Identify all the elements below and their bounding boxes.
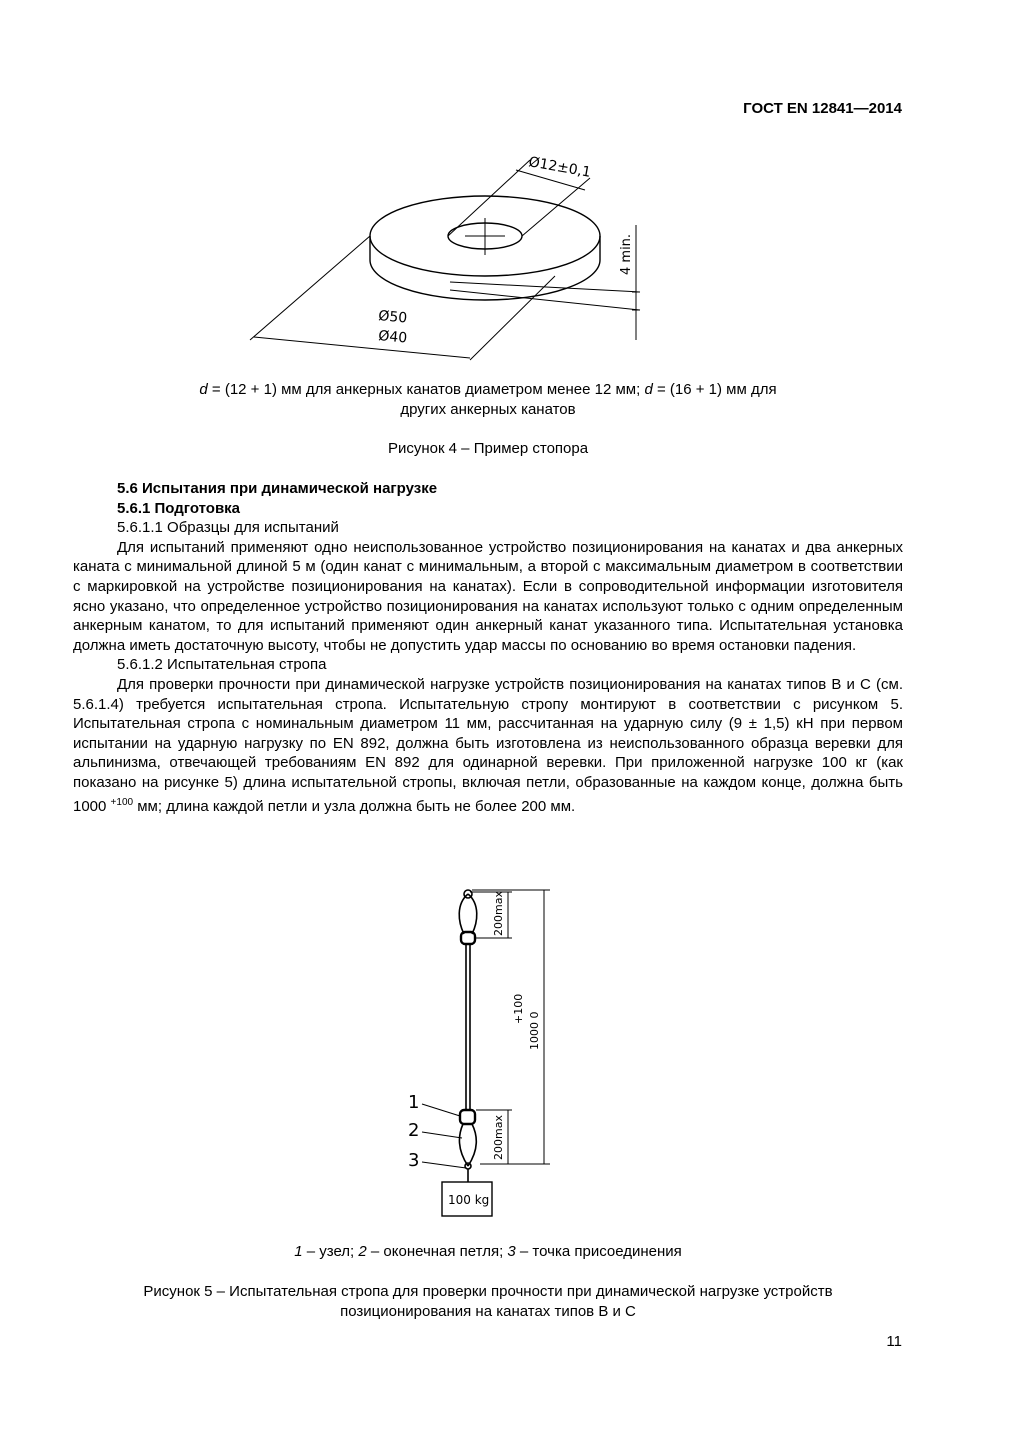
bottom-loop [459,1124,476,1166]
dim-hole-diameter: Ø12±0,1 [527,154,592,181]
dim-inner-diameter: Ø40 [377,328,408,347]
heading-5-6-1-2: 5.6.1.2 Испытательная стропа [117,656,327,674]
dim-bottom-loop: 200max [492,1115,505,1160]
callout-2: 2 [408,1120,420,1141]
figure-5-caption-line-1: Рисунок 5 – Испытательная стропа для проверки прочности при динамической нагрузке устройств [143,1283,833,1300]
dim-total-length: 1000 0 [528,1011,541,1050]
dim-height: 4 min. [619,233,634,275]
weight-label: 100 kg [448,1193,490,1207]
dim-top-loop: 200max [492,891,505,936]
heading-5-6: 5.6 Испытания при динамической нагрузке [117,480,438,497]
figure-4-caption: Рисунок 4 – Пример стопора [387,440,589,457]
figure-4-note-line-1: d = (12 + 1) мм для анкерных канатов диаметром менее 12 мм; d = (16 + 1) мм для [199,381,777,398]
figure-4-note [73,380,903,420]
figure-5-caption-line-2: позиционирования на канатах типов В и С [340,1303,636,1320]
paragraph-samples: Для испытаний применяют одно неиспользованное устройство позиционирования на канатах и два анкерных каната с минимальной длиной 5 м (один канат с минимальным, а второй с максимальным диаметром в соответствии с маркировкой на устройстве позиционирования на канатах). Если в сопроводительной информации изготовителя ясно указано, что определенное устройство позиционирования на канатах используют только с одним определенным анкерным канатом, то для испытаний применяют один анкерный канат указанного типа. Испытательная установка должна иметь достаточную высоту, чтобы не допустить удар массы по основанию во время остановки падения. [73,538,903,654]
dim-total-tolerance: +100 [512,993,525,1024]
heading-5-6-1-1: 5.6.1.1 Образцы для испытаний [117,519,339,537]
heading-5-6-1: 5.6.1 Подготовка [117,499,241,517]
dim-outer-diameter: Ø50 [377,308,408,327]
paragraph-test-sling: Для проверки прочности при динамической нагрузке устройств позиционирования на канатах типов В и С (см. 5.6.1.4) требуется испытательная стропа. Испытательную стропу монтируют в соответствии с рисунком 5. Испытательная стропа с номинальным диаметром 11 мм, рассчитанная на ударную силу (9 ± 1,5) кН при первом испытании на ударную нагрузку по EN 892, должна быть изготовлена из неиспользованного образца веревки для альпинизма, отвечающей требованиям EN 892 для одинарной веревки. При приложенной нагрузке 100 кг (как показано на рисунке 5) длина испытательной стропы, включая петли, образованные на каждом конце, должна быть 1000 $^{+100}$ мм; длина каждой петли и узла должна быть не более 200 мм. [73,675,903,815]
top-loop [459,894,477,934]
section-5-6 [73,479,903,816]
figure-4-stopper-drawing [240,140,660,370]
figure-5-legend: 1 – узел; 2 – оконечная петля; 3 – точка присоединения [294,1243,682,1260]
page-number: 11 [886,1333,902,1350]
bottom-knot [460,1110,475,1124]
tolerance-superscript: +100 [110,796,134,808]
figure-5-caption [60,1282,916,1322]
figure-5-test-sling-drawing [400,882,570,1222]
document-code: ГОСТ EN 12841—2014 [743,100,902,117]
callout-1: 1 [408,1092,420,1113]
figure-4-note-line-2: других анкерных канатов [400,401,576,418]
callout-3: 3 [408,1150,420,1171]
